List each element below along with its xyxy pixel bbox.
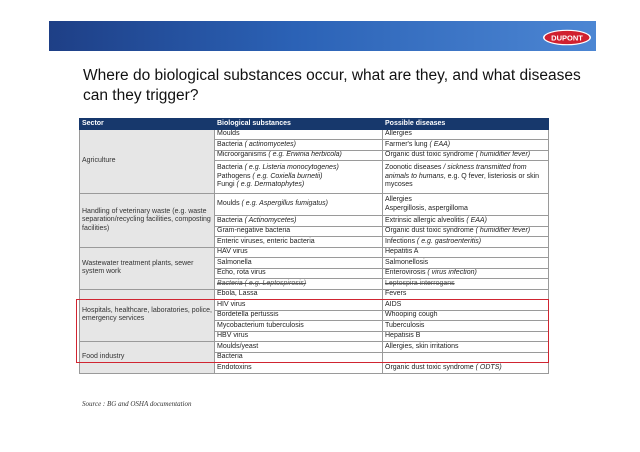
substance-cell: Bacteria ( Actinomycetes) [215, 216, 383, 227]
source-note: Source : BG and OSHA documentation [82, 400, 192, 408]
substance-cell: Echo, rota virus [215, 268, 383, 279]
disease-cell: Organic dust toxic syndrome ( humidifier fever) [383, 226, 549, 237]
disease-cell: Enterovirosis ( virus infection) [383, 268, 549, 279]
header-banner [49, 21, 596, 51]
disease-cell: Hepatitis A [383, 247, 549, 258]
substance-cell: Enteric viruses, enteric bacteria [215, 237, 383, 248]
substance-cell: Ebola, Lassa [215, 289, 383, 300]
table-row [80, 129, 549, 140]
substance-cell: Gram-negative bacteria [215, 226, 383, 237]
sector-agriculture: Agriculture [80, 129, 215, 194]
header-diseases: Possible diseases [383, 119, 549, 130]
sector-food-industry: Food industry [80, 342, 215, 374]
sector-wastewater: Wastewater treatment plants, sewer system work [80, 247, 215, 289]
disease-cell: Hepatisis B [383, 331, 549, 342]
substance-cell: HBV virus [215, 331, 383, 342]
table-row [80, 289, 549, 300]
substance-cell: Moulds/yeast [215, 342, 383, 353]
dupont-logo [542, 29, 592, 46]
hospitals-highlight-box [76, 299, 549, 363]
substance-cell: Moulds ( e.g. Aspergillus fumigatus) [215, 194, 383, 216]
table-row [80, 247, 549, 258]
substance-cell: HAV virus [215, 247, 383, 258]
substance-cell: Bacteria ( actinomycetes) [215, 140, 383, 151]
disease-cell: AIDS [383, 300, 549, 311]
slide-title: Where do biological substances occur, what are they, and what diseases can they trigger? [83, 67, 581, 104]
substance-cell: Salmonella [215, 258, 383, 269]
sector-veterinary-waste: Handling of veterinary waste (e.g. waste separation/recycling facilities, composting facilities) [80, 194, 215, 248]
disease-cell: Whooping cough [383, 310, 549, 321]
table-header-row [80, 119, 549, 130]
substance-cell: Microorganisms ( e.g. Erwinia herbicola) [215, 150, 383, 161]
disease-cell: Organic dust toxic syndrome ( ODTS) [383, 363, 549, 374]
disease-cell: Allergies, skin irritations [383, 342, 549, 353]
disease-cell: Leptospira interrogans [383, 279, 549, 290]
substance-cell: Bacteria ( e.g. Listeria monocytogenes) Pathogens ( e.g. Coxiella burnetii) Fungi ( e.g. Dermatophytes) [215, 161, 383, 194]
logo-text: DUPONT [551, 33, 583, 43]
substance-cell: Mycobacterium tuberculosis [215, 321, 383, 332]
sector-hospitals: Hospitals, healthcare, laboratories, police, emergency services [80, 289, 215, 342]
substance-cell: HIV virus [215, 300, 383, 311]
substance-cell: Moulds [215, 129, 383, 140]
disease-cell: Tuberculosis [383, 321, 549, 332]
disease-cell: Zoonotic diseases / sickness transmitted from animals to humans, e.g. Q fever, listeriosis or skin mycoses [383, 161, 549, 194]
substance-cell: Bacteria ( e.g. Leptospirosis) [215, 279, 383, 290]
substance-cell: Bordetella pertussis [215, 310, 383, 321]
disease-cell: Farmer's lung ( EAA) [383, 140, 549, 151]
disease-cell: Infections ( e.g. gastroenteritis) [383, 237, 549, 248]
header-sector: Sector [80, 119, 215, 130]
disease-cell: Extrinsic allergic alveolitis ( EAA) [383, 216, 549, 227]
substance-cell: Endotoxins [215, 363, 383, 374]
disease-cell: Salmonellosis [383, 258, 549, 269]
substance-cell: Bacteria [215, 352, 383, 363]
disease-cell: Organic dust toxic syndrome ( humidifier fever) [383, 150, 549, 161]
header-substances: Biological substances [215, 119, 383, 130]
table-row [80, 194, 549, 216]
disease-cell: Allergies [383, 129, 549, 140]
disease-cell: Allergies Aspergillosis, aspergilloma [383, 194, 549, 216]
disease-cell: Fevers [383, 289, 549, 300]
